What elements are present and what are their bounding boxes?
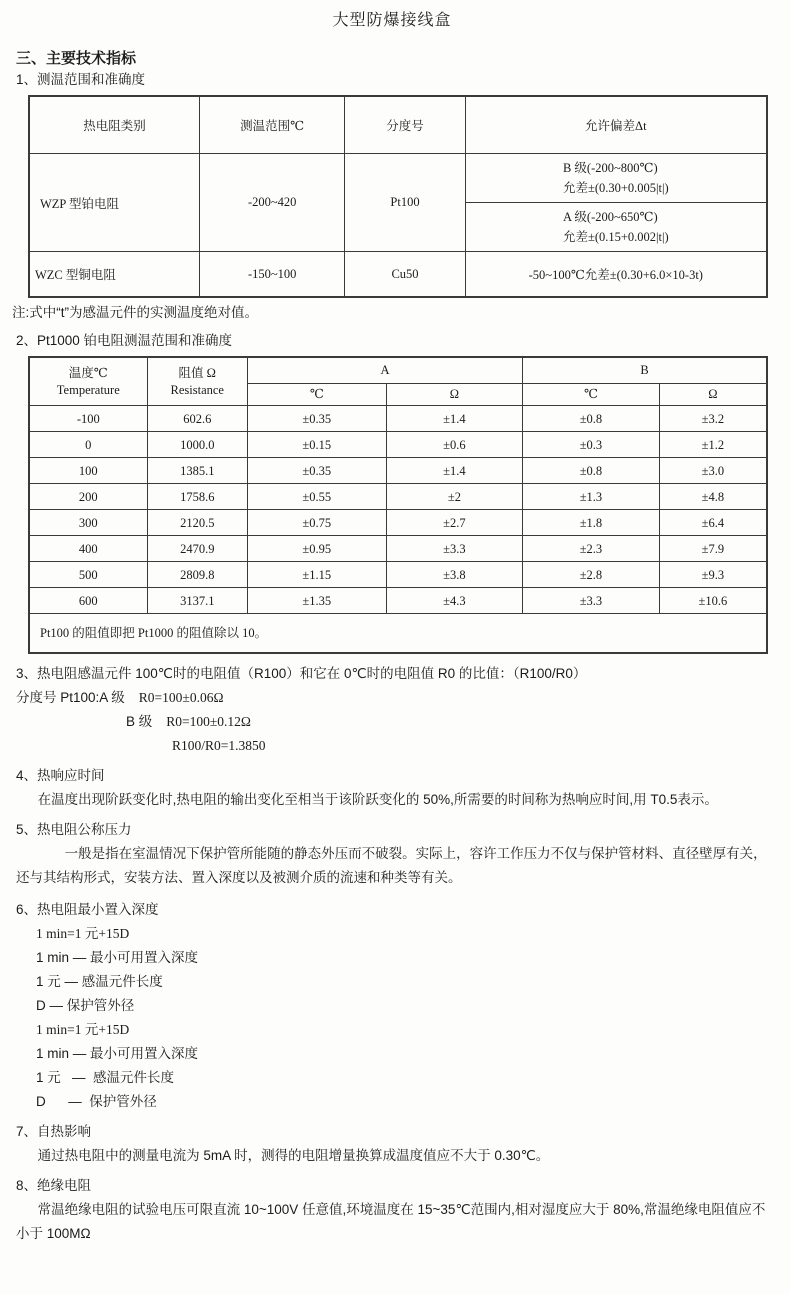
cell-a-c: ±1.15 <box>247 562 386 588</box>
section-3 <box>16 662 776 758</box>
t2-col-b-c: ℃ <box>523 384 660 406</box>
dev-a-line2: 允差±(0.15+0.002|t|) <box>562 230 669 244</box>
depth-formula-line: 1 min=1 元+15D <box>36 926 130 941</box>
depth-formula-line: 1 min=1 元+15D <box>36 1022 130 1037</box>
cell-a-ohm: ±1.4 <box>386 406 523 432</box>
dev-a-block <box>563 205 669 249</box>
pt1000-accuracy-table <box>28 356 768 654</box>
cell-b-ohm: ±7.9 <box>659 536 767 562</box>
table-row <box>29 536 767 562</box>
cell-res: 602.6 <box>147 406 247 432</box>
t1-col-grad: 分度号 <box>345 96 465 154</box>
t1-wzc-range: -150~100 <box>199 252 344 298</box>
t2-col-temp <box>29 357 147 406</box>
formula-b-value: R0=100±0.12Ω <box>166 714 251 729</box>
section-7 <box>16 1120 776 1168</box>
t2-col-res <box>147 357 247 406</box>
cell-a-ohm: ±3.8 <box>386 562 523 588</box>
section-heading-7: 7、自热影响 <box>16 1124 92 1139</box>
t1-wzp-dev-a <box>465 203 767 252</box>
cell-b-c: ±1.3 <box>523 484 660 510</box>
cell-a-c: ±0.95 <box>247 536 386 562</box>
cell-temp: 600 <box>29 588 147 614</box>
depth-def-line: 1 元 — 感温元件长度 <box>36 974 163 989</box>
cell-res: 2120.5 <box>147 510 247 536</box>
formula-b-label: B 级 <box>126 714 153 729</box>
thermal-resistance-accuracy-table <box>28 95 768 298</box>
cell-b-ohm: ±3.2 <box>659 406 767 432</box>
section-heading-6: 6、热电阻最小置入深度 <box>16 902 159 917</box>
cell-b-c: ±0.8 <box>523 406 660 432</box>
cell-temp: 500 <box>29 562 147 588</box>
table-row-wzp <box>29 154 767 203</box>
t2-col-a-c: ℃ <box>247 384 386 406</box>
table1-note: 注:式中“t”为感温元件的实测温度绝对值。 <box>12 305 258 320</box>
section-5-body: 一般是指在室温情况下保护管所能随的静态外压而不破裂。实际上，容许工作压力不仅与保护管材料、直径壁厚有关，还与其结构形式，安装方法、置入深度以及被测介质的流速和种类等有关。 <box>16 846 767 885</box>
t1-col-dev: 允许偏差Δt <box>465 96 767 154</box>
cell-temp: 400 <box>29 536 147 562</box>
t2-col-a-ohm: Ω <box>386 384 523 406</box>
table-row <box>29 406 767 432</box>
section-8-body: 常温绝缘电阻的试验电压可限直流 10~100V 任意值,环境温度在 15~35℃范围内,相对湿度应大于 80%,常温绝缘电阻值应不小于 100MΩ <box>16 1202 766 1241</box>
section-7-body: 通过热电阻中的测量电流为 5mA 时，测得的电阻增量换算成温度值应不大于 0.30℃。 <box>37 1148 550 1163</box>
cell-res: 2809.8 <box>147 562 247 588</box>
cell-temp: 200 <box>29 484 147 510</box>
cell-b-c: ±0.3 <box>523 432 660 458</box>
t2-col-temp-en: Temperature <box>56 382 120 397</box>
cell-a-c: ±0.55 <box>247 484 386 510</box>
cell-b-ohm: ±4.8 <box>659 484 767 510</box>
cell-a-c: ±0.75 <box>247 510 386 536</box>
t1-wzc-grad: Cu50 <box>345 252 465 298</box>
formula-a-value: R0=100±0.06Ω <box>138 690 224 705</box>
depth-def-line: 1 min — 最小可用置入深度 <box>36 1046 199 1061</box>
cell-b-c: ±1.8 <box>523 510 660 536</box>
cell-a-ohm: ±3.3 <box>386 536 523 562</box>
cell-temp: -100 <box>29 406 147 432</box>
table-header-row <box>29 357 767 384</box>
cell-b-c: ±3.3 <box>523 588 660 614</box>
cell-temp: 0 <box>29 432 147 458</box>
dev-b-block <box>563 156 669 200</box>
cell-res: 1758.6 <box>147 484 247 510</box>
table-row <box>29 432 767 458</box>
section-5 <box>16 818 776 890</box>
cell-a-ohm: ±1.4 <box>386 458 523 484</box>
formula-line-ratio: R100/R0=1.3850 <box>172 738 266 753</box>
table-row <box>29 484 767 510</box>
section-heading-4: 4、热响应时间 <box>16 768 105 783</box>
cell-b-c: ±2.3 <box>523 536 660 562</box>
formula-a-label: 分度号 Pt100:A 级 <box>16 690 125 705</box>
cell-res: 1000.0 <box>147 432 247 458</box>
dev-b-line1: B 级(-200~800℃) <box>562 161 658 175</box>
cell-b-c: ±0.8 <box>523 458 660 484</box>
section-4 <box>16 764 776 812</box>
section-heading-8: 8、绝缘电阻 <box>16 1178 92 1193</box>
section-8 <box>16 1174 776 1246</box>
cell-a-ohm: ±2.7 <box>386 510 523 536</box>
section-heading-1: 1、测温范围和准确度 <box>16 72 146 87</box>
table-row <box>29 588 767 614</box>
t1-col-range: 测温范围℃ <box>199 96 344 154</box>
section-heading-5: 5、热电阻公称压力 <box>16 822 132 837</box>
formula-line-a <box>16 686 776 710</box>
doc-title: 大型防爆接线盒 <box>332 12 452 29</box>
t1-wzp-range: -200~420 <box>199 154 344 252</box>
t2-col-res-cn: 阻值 Ω <box>178 365 216 380</box>
cell-b-ohm: ±9.3 <box>659 562 767 588</box>
table-row-wzc <box>29 252 767 298</box>
depth-def-line: D — 保护管外径 <box>36 1094 157 1109</box>
cell-a-ohm: ±4.3 <box>386 588 523 614</box>
cell-b-ohm: ±3.0 <box>659 458 767 484</box>
section-heading-2: 2、Pt1000 铂电阻测温范围和准确度 <box>16 333 233 348</box>
cell-a-c: ±0.35 <box>247 458 386 484</box>
section-4-body: 在温度出现阶跃变化时,热电阻的输出变化至相当于该阶跃变化的 50%,所需要的时间称为热响应时间,用 T0.5表示。 <box>37 792 718 807</box>
t2-col-b-ohm: Ω <box>659 384 767 406</box>
cell-res: 2470.9 <box>147 536 247 562</box>
t1-wzp-name: WZP 型铂电阻 <box>29 154 199 252</box>
cell-a-c: ±0.35 <box>247 406 386 432</box>
table-row <box>29 562 767 588</box>
section-6 <box>16 898 776 1114</box>
cell-temp: 100 <box>29 458 147 484</box>
section-heading-main: 三、主要技术指标 <box>16 50 137 67</box>
cell-b-ohm: ±10.6 <box>659 588 767 614</box>
t1-wzp-dev-b <box>465 154 767 203</box>
t1-wzp-grad: Pt100 <box>345 154 465 252</box>
cell-a-c: ±0.15 <box>247 432 386 458</box>
formula-line-b <box>126 710 776 734</box>
cell-b-ohm: ±6.4 <box>659 510 767 536</box>
cell-temp: 300 <box>29 510 147 536</box>
section-3-intro: 3、热电阻感温元件 100℃时的电阻值（R100）和它在 0℃时的电阻值 R0 的比值：（R100/R0） <box>16 666 587 681</box>
depth-def-line: 1 min — 最小可用置入深度 <box>36 950 199 965</box>
cell-b-ohm: ±1.2 <box>659 432 767 458</box>
cell-a-ohm: ±2 <box>386 484 523 510</box>
cell-b-c: ±2.8 <box>523 562 660 588</box>
table-footer-row <box>29 614 767 654</box>
dev-b-line2: 允差±(0.30+0.005|t|) <box>562 181 669 195</box>
t2-col-temp-cn: 温度℃ <box>68 365 108 380</box>
t2-col-res-en: Resistance <box>170 382 224 397</box>
depth-def-line: D — 保护管外径 <box>36 998 135 1013</box>
dev-a-line1: A 级(-200~650℃) <box>562 210 658 224</box>
table-row <box>29 510 767 536</box>
table-row <box>29 458 767 484</box>
t1-wzc-dev: -50~100℃允差±(0.30+6.0×10-3t) <box>465 252 767 298</box>
t2-col-a: A <box>247 357 522 384</box>
cell-res: 3137.1 <box>147 588 247 614</box>
depth-def-line: 1 元 — 感温元件长度 <box>36 1070 175 1085</box>
t1-wzc-name: WZC 型铜电阻 <box>29 252 199 298</box>
cell-a-c: ±1.35 <box>247 588 386 614</box>
cell-res: 1385.1 <box>147 458 247 484</box>
cell-a-ohm: ±0.6 <box>386 432 523 458</box>
table-header-row <box>29 96 767 154</box>
t1-col-type: 热电阻类别 <box>29 96 199 154</box>
t2-col-b: B <box>523 357 767 384</box>
t2-footer-note: Pt100 的阻值即把 Pt1000 的阻值除以 10。 <box>29 614 767 654</box>
